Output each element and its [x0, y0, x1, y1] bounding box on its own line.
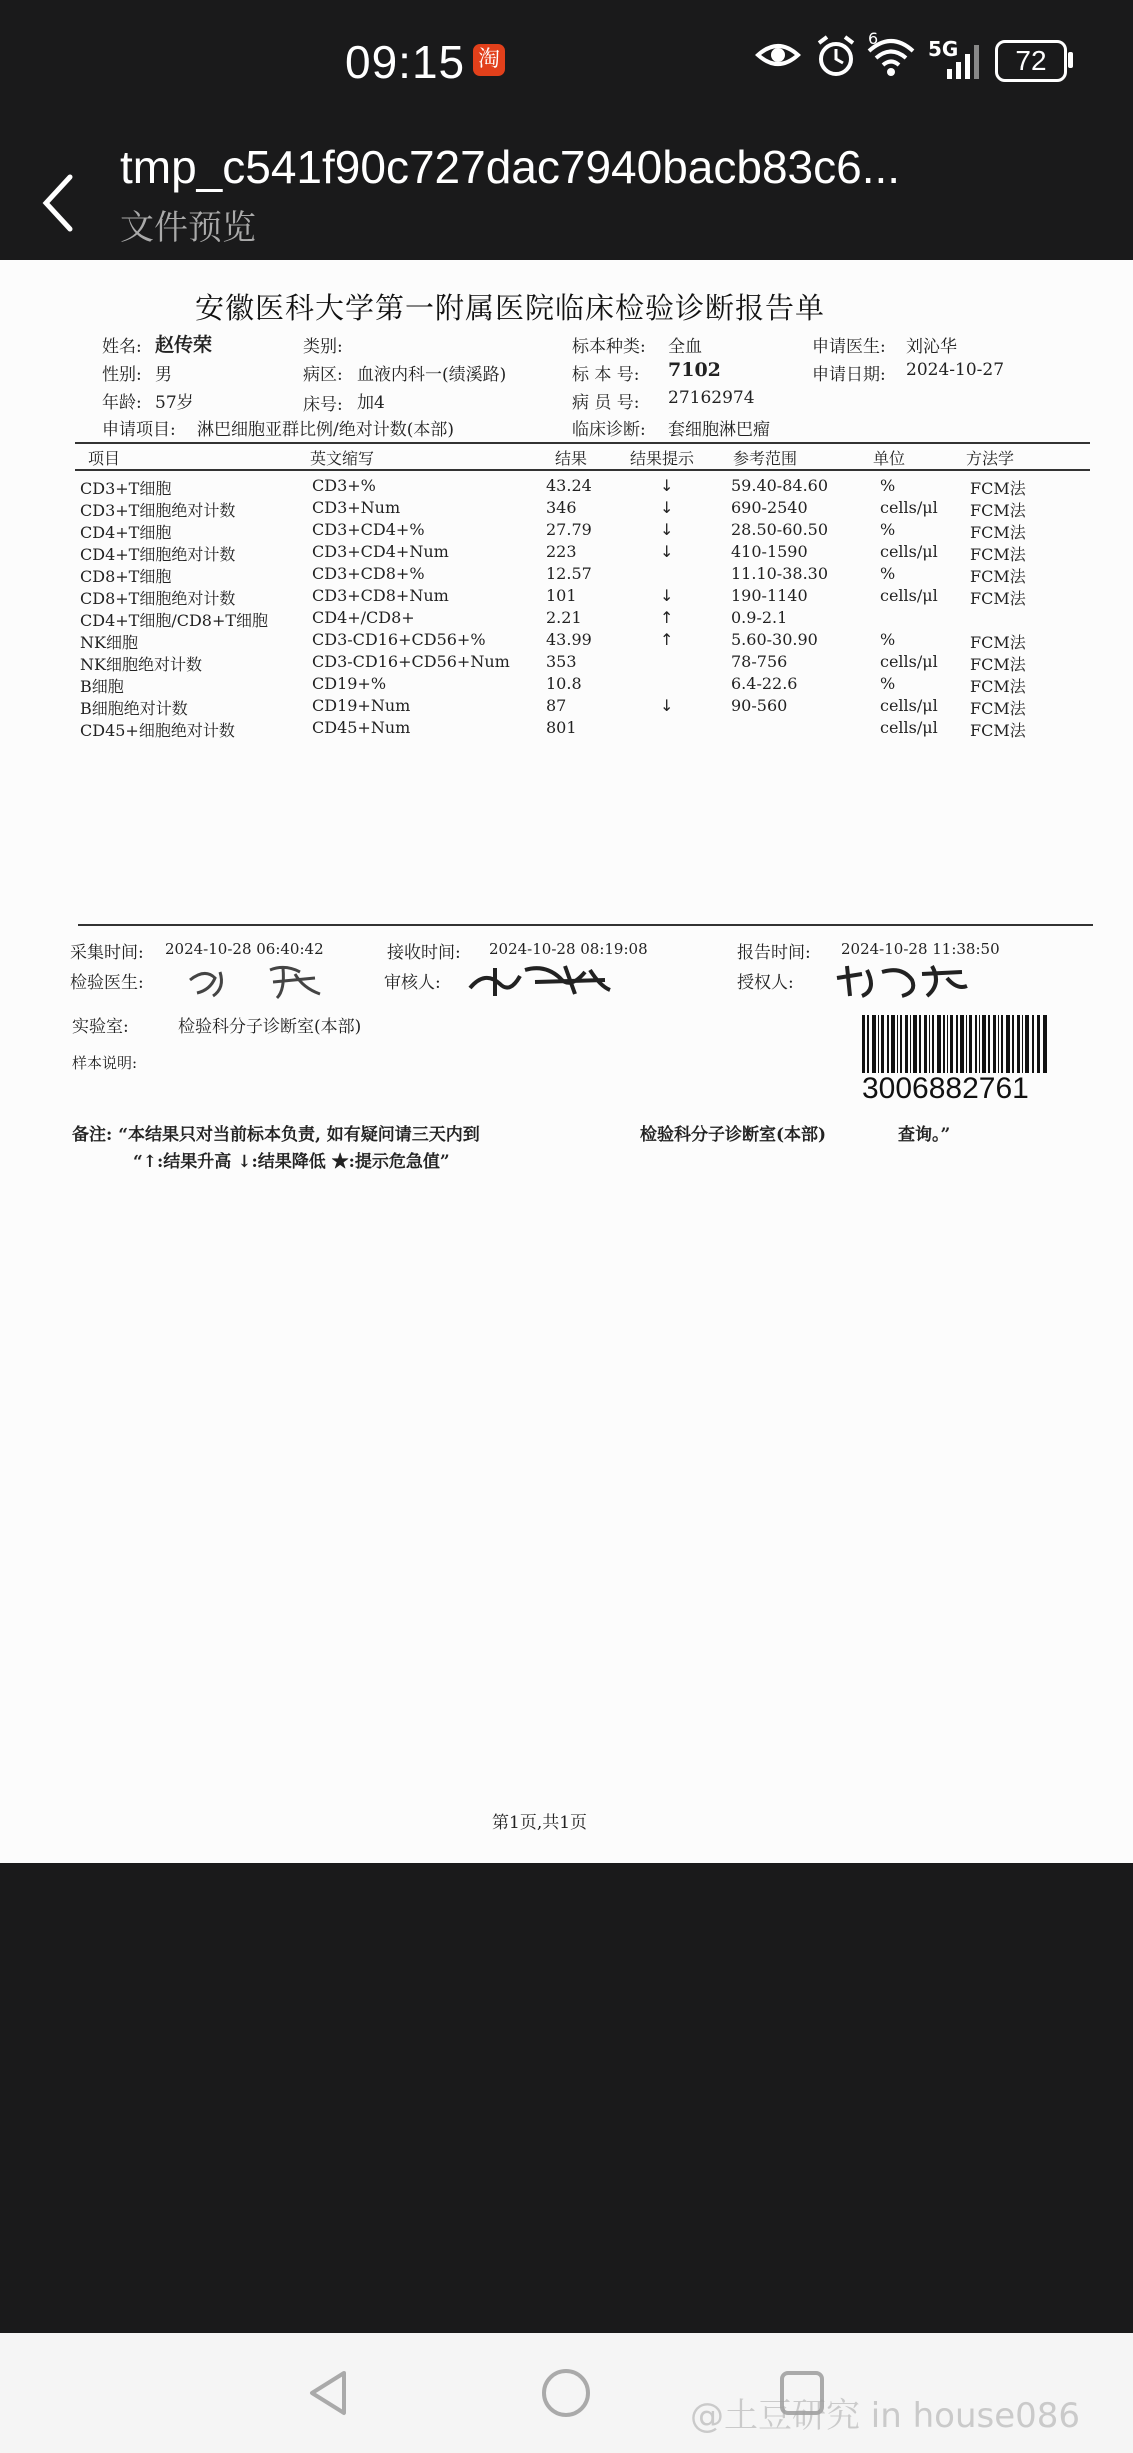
- nav-back-icon: [300, 2363, 360, 2423]
- row-result: 346: [546, 498, 577, 517]
- row-method: FCM法: [970, 721, 1026, 740]
- row-abbr: CD3+CD8+Num: [312, 586, 449, 605]
- row-flag: ↓: [660, 498, 674, 517]
- row-result: 2.21: [546, 608, 582, 627]
- patient-no: 27162974: [668, 388, 755, 408]
- row-item: CD3+T细胞: [80, 479, 172, 498]
- barcode-number: 3006882761: [862, 1072, 1029, 1105]
- table-header-rule: [75, 469, 1090, 471]
- lab-name: 检验科分子诊断室(本部): [178, 1017, 362, 1037]
- examiner-label: 检验医生:: [70, 973, 144, 993]
- row-result: 43.99: [546, 630, 592, 649]
- reviewer-label: 审核人:: [384, 973, 441, 993]
- row-range: 90-560: [731, 696, 788, 715]
- row-item: CD3+T细胞绝对计数: [80, 501, 236, 520]
- remark-tail: 查询。”: [898, 1125, 951, 1145]
- row-flag: ↓: [660, 520, 674, 539]
- row-method: FCM法: [970, 479, 1026, 498]
- request-date: 2024-10-27: [906, 360, 1005, 380]
- remark-line2: “↑:结果升高 ↓:结果降低 ★:提示危急值”: [133, 1152, 450, 1172]
- bed: 加4: [357, 393, 385, 413]
- gender-label: 性别:: [102, 365, 142, 385]
- receive-time: 2024-10-28 08:19:08: [489, 940, 648, 958]
- navigation-bar: [0, 2333, 1133, 2453]
- row-method: FCM法: [970, 501, 1026, 520]
- header-abbr: 英文缩写: [310, 449, 375, 468]
- row-unit: %: [880, 520, 896, 539]
- ward-label: 病区:: [303, 365, 343, 385]
- request-item: 淋巴细胞亚群比例/绝对计数(本部): [197, 420, 454, 440]
- barcode-image: [862, 1015, 1047, 1073]
- type-label: 类别:: [303, 337, 343, 357]
- requesting-doctor: 刘沁华: [906, 337, 957, 357]
- table-row: [0, 696, 1133, 718]
- row-abbr: CD3+CD4+%: [312, 520, 425, 539]
- row-range: 0.9-2.1: [731, 608, 788, 627]
- row-unit: %: [880, 630, 896, 649]
- row-unit: cells/μl: [880, 542, 938, 561]
- collect-time-label: 采集时间:: [70, 943, 144, 963]
- row-abbr: CD19+%: [312, 674, 387, 693]
- ward: 血液内科一(绩溪路): [357, 365, 507, 385]
- row-unit: cells/μl: [880, 652, 938, 671]
- header-result: 结果: [555, 449, 588, 468]
- row-result: 223: [546, 542, 577, 561]
- row-result: 12.57: [546, 564, 592, 583]
- sample-note-label: 样本说明:: [72, 1054, 138, 1072]
- row-flag: ↓: [660, 586, 674, 605]
- report-time: 2024-10-28 11:38:50: [841, 940, 1000, 958]
- specimen-no: 7102: [668, 359, 721, 381]
- receive-time-label: 接收时间:: [387, 943, 461, 963]
- row-item: CD4+T细胞: [80, 523, 172, 542]
- row-result: 27.79: [546, 520, 592, 539]
- row-result: 10.8: [546, 674, 582, 693]
- row-abbr: CD3+CD8+%: [312, 564, 425, 583]
- row-abbr: CD3+CD4+Num: [312, 542, 449, 561]
- row-method: FCM法: [970, 633, 1026, 652]
- row-item: CD4+T细胞绝对计数: [80, 545, 236, 564]
- row-unit: %: [880, 564, 896, 583]
- examiner-signature: [185, 960, 345, 1000]
- row-result: 87: [546, 696, 567, 715]
- specimen-type: 全血: [668, 337, 702, 357]
- row-abbr: CD3+%: [312, 476, 376, 495]
- remark-dept: 检验科分子诊断室(本部): [640, 1125, 827, 1145]
- row-range: 6.4-22.6: [731, 674, 798, 693]
- table-row: [0, 630, 1133, 652]
- row-method: FCM法: [970, 677, 1026, 696]
- eye-icon: [755, 35, 801, 79]
- table-header: [0, 446, 1133, 468]
- row-method: FCM法: [970, 523, 1026, 542]
- file-title: tmp_c541f90c727dac7940bacb83c6...: [120, 141, 901, 193]
- table-row: [0, 674, 1133, 696]
- row-abbr: CD3-CD16+CD56+Num: [312, 652, 510, 671]
- row-range: 690-2540: [731, 498, 808, 517]
- network-type: 5G: [928, 37, 959, 61]
- status-time: 09:15: [345, 36, 466, 88]
- specimen-type-label: 标本种类:: [572, 337, 646, 357]
- row-abbr: CD3-CD16+CD56+%: [312, 630, 486, 649]
- row-result: 353: [546, 652, 577, 671]
- table-bottom-rule: [78, 924, 1093, 926]
- row-range: 78-756: [731, 652, 788, 671]
- lab-label: 实验室:: [72, 1017, 129, 1037]
- doctor-label: 申请医生:: [812, 337, 886, 357]
- header-method: 方法学: [966, 449, 1015, 468]
- row-unit: cells/μl: [880, 696, 938, 715]
- row-flag: ↓: [660, 696, 674, 715]
- back-arrow-icon: [30, 165, 90, 235]
- reviewer-signature: [465, 960, 615, 1000]
- nav-home-icon: [536, 2363, 596, 2423]
- row-item: CD45+细胞绝对计数: [80, 721, 235, 740]
- row-result: 101: [546, 586, 577, 605]
- row-range: 11.10-38.30: [731, 564, 829, 583]
- row-abbr: CD19+Num: [312, 696, 411, 715]
- row-unit: %: [880, 674, 896, 693]
- row-method: FCM法: [970, 567, 1026, 586]
- row-abbr: CD4+/CD8+: [312, 608, 415, 627]
- patient-age: 57岁: [155, 393, 194, 413]
- row-range: 5.60-30.90: [731, 630, 818, 649]
- patient-no-label: 病 员 号:: [572, 393, 640, 413]
- signal-icon: [945, 41, 985, 85]
- authorizer-label: 授权人:: [737, 973, 794, 993]
- taobao-app-icon: 淘: [473, 44, 505, 76]
- table-row: [0, 718, 1133, 740]
- table-top-rule: [75, 442, 1090, 444]
- row-item: B细胞: [80, 677, 124, 696]
- diagnosis-label: 临床诊断:: [572, 420, 646, 440]
- row-range: 28.50-60.50: [731, 520, 829, 539]
- status-bar: [0, 0, 1133, 125]
- bed-label: 床号:: [303, 395, 343, 415]
- table-row: [0, 476, 1133, 498]
- row-abbr: CD45+Num: [312, 718, 411, 737]
- document-page[interactable]: [0, 260, 1133, 1863]
- row-range: 59.40-84.60: [731, 476, 829, 495]
- row-item: B细胞绝对计数: [80, 699, 188, 718]
- header-flag: 结果提示: [630, 449, 695, 468]
- table-row: [0, 652, 1133, 674]
- row-flag: ↓: [660, 476, 674, 495]
- app-bar: [0, 125, 1133, 260]
- diagnosis: 套细胞淋巴瘤: [668, 420, 770, 440]
- table-row: [0, 586, 1133, 608]
- row-method: FCM法: [970, 699, 1026, 718]
- age-label: 年龄:: [102, 393, 142, 413]
- row-result: 801: [546, 718, 577, 737]
- row-method: FCM法: [970, 589, 1026, 608]
- header-item: 项目: [88, 449, 121, 468]
- row-range: 190-1140: [731, 586, 808, 605]
- row-unit: cells/μl: [880, 498, 938, 517]
- row-flag: ↓: [660, 542, 674, 561]
- header-unit: 单位: [873, 449, 906, 468]
- patient-gender: 男: [155, 365, 172, 385]
- row-unit: %: [880, 476, 896, 495]
- authorizer-signature: [832, 960, 972, 1000]
- header-range: 参考范围: [733, 449, 798, 468]
- row-unit: cells/μl: [880, 586, 938, 605]
- table-row: [0, 498, 1133, 520]
- table-row: [0, 542, 1133, 564]
- back-button[interactable]: [30, 165, 90, 235]
- row-item: CD4+T细胞/CD8+T细胞: [80, 611, 269, 630]
- report-title: 安徽医科大学第一附属医院临床检验诊断报告单: [195, 291, 826, 325]
- page-number: 第1页,共1页: [492, 1813, 588, 1833]
- table-row: [0, 608, 1133, 630]
- specimen-no-label: 标 本 号:: [572, 365, 640, 385]
- row-item: CD8+T细胞: [80, 567, 172, 586]
- row-result: 43.24: [546, 476, 592, 495]
- row-method: FCM法: [970, 545, 1026, 564]
- nav-back-button[interactable]: [300, 2363, 360, 2423]
- battery-indicator: 72: [995, 40, 1067, 82]
- request-label: 申请项目:: [102, 420, 176, 440]
- battery-tip: [1068, 52, 1073, 68]
- row-unit: cells/μl: [880, 718, 938, 737]
- alarm-icon: [815, 35, 857, 83]
- name-label: 姓名:: [102, 337, 142, 357]
- watermark-text: @土豆研究 in house086: [690, 2396, 1081, 2436]
- row-range: 410-1590: [731, 542, 808, 561]
- row-item: NK细胞: [80, 633, 138, 652]
- table-row: [0, 564, 1133, 586]
- row-method: FCM法: [970, 655, 1026, 674]
- report-time-label: 报告时间:: [737, 943, 811, 963]
- file-preview-label: 文件预览: [120, 208, 256, 248]
- row-flag: ↑: [660, 630, 674, 649]
- patient-name: 赵传荣: [155, 334, 213, 356]
- row-item: CD8+T细胞绝对计数: [80, 589, 236, 608]
- row-abbr: CD3+Num: [312, 498, 401, 517]
- table-row: [0, 520, 1133, 542]
- row-item: NK细胞绝对计数: [80, 655, 202, 674]
- wifi-badge: 6: [868, 29, 879, 48]
- remark-line1: 备注: “本结果只对当前标本负责, 如有疑问请三天内到: [72, 1125, 480, 1145]
- request-date-label: 申请日期:: [812, 365, 886, 385]
- collect-time: 2024-10-28 06:40:42: [165, 940, 324, 958]
- nav-home-button[interactable]: [536, 2363, 596, 2423]
- row-flag: ↑: [660, 608, 674, 627]
